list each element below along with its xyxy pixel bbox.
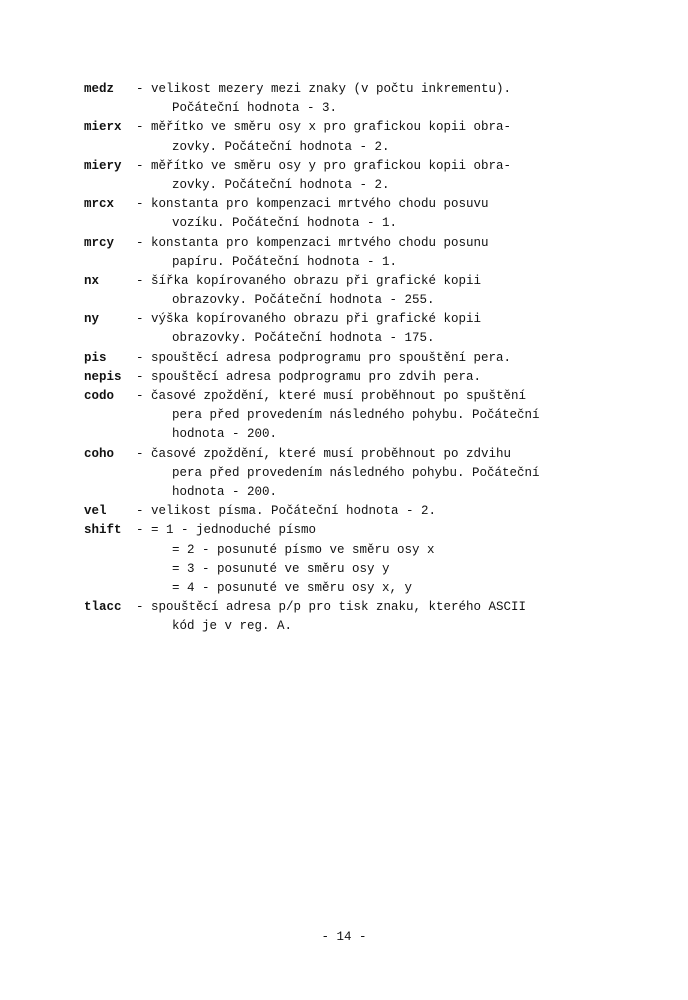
description-line: pera před provedením následného pohybu. Počáteční [172, 408, 540, 423]
definition-entry [84, 80, 644, 118]
term-description [136, 349, 644, 368]
description-line: - spouštěcí adresa podprogramu pro spouštění pera. [136, 350, 512, 365]
description-line: - výška kopírovaného obrazu při grafické kopii [136, 312, 482, 327]
term-description [136, 195, 644, 233]
definition-entry [84, 272, 644, 310]
term-name: ny [84, 312, 100, 327]
page-number: - 14 - [321, 930, 367, 944]
term-description [136, 521, 644, 598]
term-description [136, 118, 644, 156]
definition-entry [84, 195, 644, 233]
definition-entry [84, 598, 644, 636]
term-name: pis [84, 350, 107, 365]
term-description [136, 80, 644, 118]
term-name: mierx [84, 120, 122, 135]
definition-entry [84, 502, 644, 521]
term-description [136, 502, 644, 521]
term-description [136, 272, 644, 310]
definition-entry [84, 118, 644, 156]
term-description [136, 598, 644, 636]
term-name: nepis [84, 369, 122, 384]
term-name: mrcy [84, 235, 115, 250]
definition-list [84, 80, 644, 636]
term-name: coho [84, 446, 115, 461]
description-line: = 3 - posunuté ve směru osy y [172, 561, 390, 576]
description-line: pera před provedením následného pohybu. Počáteční [172, 465, 540, 480]
definition-entry [84, 368, 644, 387]
description-line: - konstanta pro kompenzaci mrtvého chodu posunu [136, 235, 489, 250]
term-name: vel [84, 504, 107, 519]
definition-entry [84, 521, 644, 598]
description-line: hodnota - 200. [172, 427, 278, 442]
term-name: miery [84, 158, 122, 173]
term-description [136, 310, 644, 348]
description-line: - spouštěcí adresa podprogramu pro zdvih pera. [136, 369, 482, 384]
description-line: vozíku. Počáteční hodnota - 1. [172, 216, 398, 231]
description-line: - = 1 - jednoduché písmo [136, 523, 317, 538]
description-line: - časové zpoždění, které musí proběhnout po zdvihu [136, 446, 512, 461]
description-line: obrazovky. Počáteční hodnota - 175. [172, 331, 435, 346]
definition-entry [84, 157, 644, 195]
description-line: Počáteční hodnota - 3. [172, 101, 338, 116]
term-name: nx [84, 273, 100, 288]
definition-entry [84, 349, 644, 368]
term-description [136, 445, 644, 503]
definition-entry [84, 387, 644, 445]
description-line: - spouštěcí adresa p/p pro tisk znaku, kterého ASCII [136, 600, 527, 615]
definition-entry [84, 234, 644, 272]
description-line: - měřítko ve směru osy x pro grafickou kopii obra- [136, 120, 512, 135]
description-line: - šířka kopírovaného obrazu při grafické kopii [136, 273, 482, 288]
term-name: codo [84, 389, 115, 404]
term-name: tlacc [84, 600, 122, 615]
description-line: hodnota - 200. [172, 484, 278, 499]
term-description [136, 234, 644, 272]
description-line: papíru. Počáteční hodnota - 1. [172, 254, 398, 269]
term-name: medz [84, 82, 115, 96]
description-line: - velikost písma. Počáteční hodnota - 2. [136, 504, 437, 519]
definition-entry [84, 310, 644, 348]
description-line: zovky. Počáteční hodnota - 2. [172, 177, 390, 192]
term-description [136, 157, 644, 195]
description-line: zovky. Počáteční hodnota - 2. [172, 139, 390, 154]
term-name: mrcx [84, 197, 115, 212]
description-line: - měřítko ve směru osy y pro grafickou kopii obra- [136, 158, 512, 173]
term-name: shift [84, 523, 122, 538]
description-line: - časové zpoždění, které musí proběhnout po spuštění [136, 389, 527, 404]
description-line: - velikost mezery mezi znaky (v počtu inkrementu). [136, 82, 512, 96]
term-description [136, 387, 644, 445]
description-line: - konstanta pro kompenzaci mrtvého chodu posuvu [136, 197, 489, 212]
description-line: kód je v reg. A. [172, 619, 293, 634]
description-line: = 2 - posunuté písmo ve směru osy x [172, 542, 435, 557]
definition-entry [84, 445, 644, 503]
term-description [136, 368, 644, 387]
description-line: obrazovky. Počáteční hodnota - 255. [172, 293, 435, 308]
description-line: = 4 - posunuté ve směru osy x, y [172, 580, 413, 595]
